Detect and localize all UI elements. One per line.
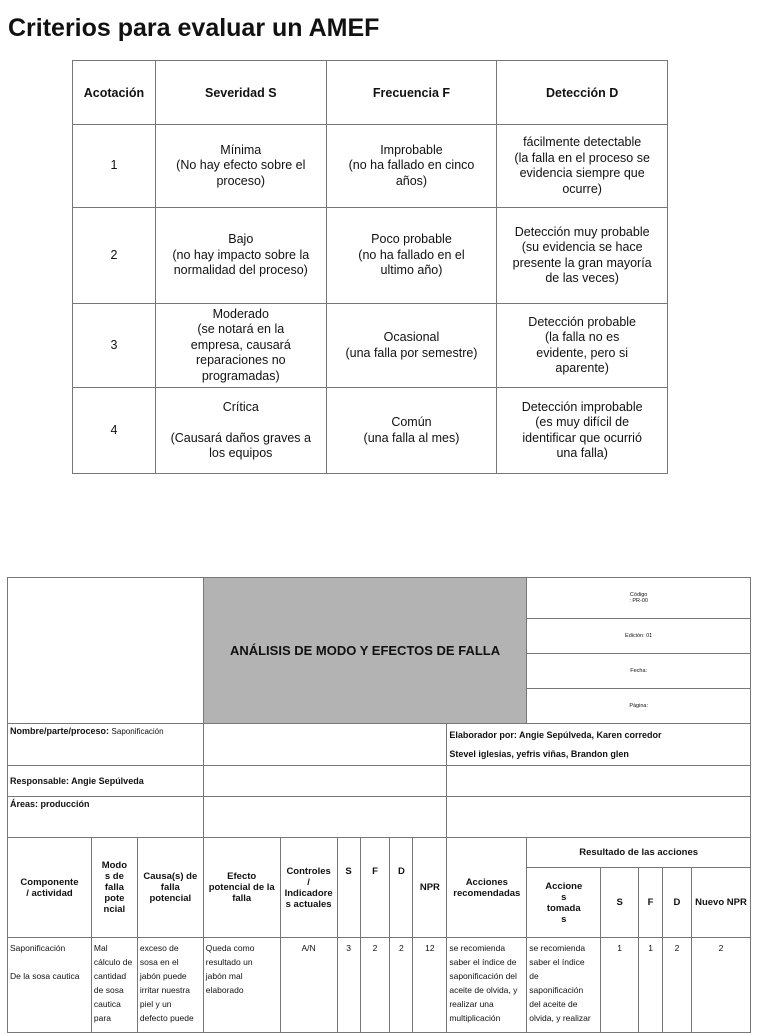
empty-cell xyxy=(203,797,447,838)
header-frecuencia: Frecuencia F xyxy=(326,61,497,125)
s2-value: 1 xyxy=(601,938,639,1033)
col-npr: NPR xyxy=(413,838,447,938)
controles-value: A/N xyxy=(280,938,337,1033)
criteria-row xyxy=(73,304,668,388)
criteria-table xyxy=(72,60,668,474)
d-value: 2 xyxy=(390,938,413,1033)
f2-value: 1 xyxy=(639,938,663,1033)
f-value: 2 xyxy=(360,938,390,1033)
acciones-value: se recomienda saber el índice de saponificación del aceite de olvida, y realizar una multiplicación xyxy=(447,938,527,1033)
col-f2: F xyxy=(639,868,663,938)
severity-cell: Mínima (No hay efecto sobre el proceso) xyxy=(155,125,326,208)
row-number: 1 xyxy=(73,125,156,208)
row-number: 3 xyxy=(73,304,156,388)
col-s: S xyxy=(337,838,360,938)
logo-area xyxy=(8,578,204,724)
process-label: Nombre/parte/proceso: xyxy=(10,726,110,736)
empty-cell xyxy=(203,766,447,797)
nuevo-npr-value: 2 xyxy=(691,938,750,1033)
col-nuevo-npr: Nuevo NPR xyxy=(691,868,750,938)
row-number: 2 xyxy=(73,208,156,304)
frequency-cell: Ocasional (una falla por semestre) xyxy=(326,304,497,388)
tomadas-value: se recomienda saber el índice de saponificación del aceite de olvida, y realizar xyxy=(527,938,601,1033)
detection-cell: Detección muy probable (su evidencia se hace presente la gran mayoría de las veces) xyxy=(497,208,668,304)
modo-value: Mal cálculo de cantidad de sosa cautica para xyxy=(91,938,137,1033)
criteria-row xyxy=(73,125,668,208)
resultado-header: Resultado de las acciones xyxy=(527,838,751,868)
frequency-cell: Común (una falla al mes) xyxy=(326,388,497,474)
causa-value: exceso de sosa en el jabón puede irritar nuestra piel y un defecto puede xyxy=(137,938,203,1033)
detection-cell: Detección probable (la falla no es evidente, pero si aparente) xyxy=(497,304,668,388)
empty-cell xyxy=(203,724,447,766)
d2-value: 2 xyxy=(663,938,692,1033)
meta-pagina: Página: xyxy=(527,689,751,724)
severity-cell: Moderado (se notará en la empresa, causará reparaciones no programadas) xyxy=(155,304,326,388)
meta-codigo: Código : PR-00 xyxy=(527,578,751,619)
frequency-cell: Improbable (no ha fallado en cinco años) xyxy=(326,125,497,208)
header-deteccion: Detección D xyxy=(497,61,668,125)
elaborador-line-2: Stevel iglesias, yefris viñas, Brandon glen xyxy=(449,748,629,759)
row-number: 4 xyxy=(73,388,156,474)
meta-edicion: Edición: 01 xyxy=(527,619,751,654)
process-value: Saponificación xyxy=(111,727,164,736)
responsable-cell: Responsable: Angie Sepúlveda xyxy=(8,766,204,797)
col-d: D xyxy=(390,838,413,938)
header-severidad: Severidad S xyxy=(155,61,326,125)
col-d2: D xyxy=(663,868,692,938)
table-row xyxy=(8,938,751,1033)
frequency-cell: Poco probable (no ha fallado en el ultimo año) xyxy=(326,208,497,304)
header-acotacion: Acotación xyxy=(73,61,156,125)
page-title: Criterios para evaluar un AMEF xyxy=(8,14,380,42)
severity-cell: Bajo (no hay impacto sobre la normalidad del proceso) xyxy=(155,208,326,304)
empty-cell xyxy=(447,797,751,838)
criteria-row xyxy=(73,208,668,304)
col-controles: Controles / Indicadore s actuales xyxy=(280,838,337,938)
col-efecto: Efecto potencial de la falla xyxy=(203,838,280,938)
col-s2: S xyxy=(601,868,639,938)
efecto-value: Queda como resultado un jabón mal elaborado xyxy=(203,938,280,1033)
process-cell xyxy=(8,724,204,766)
col-f: F xyxy=(360,838,390,938)
areas-cell: Áreas: producción xyxy=(8,797,204,838)
col-tomadas: Accione s tomada s xyxy=(527,868,601,938)
col-modo: Modo s de falla pote ncial xyxy=(91,838,137,938)
criteria-header-row xyxy=(73,61,668,125)
detection-cell: fácilmente detectable (la falla en el proceso se evidencia siempre que ocurre) xyxy=(497,125,668,208)
meta-fecha: Fecha: xyxy=(527,654,751,689)
componente-value: Saponificación De la sosa cautica xyxy=(8,938,92,1033)
sheet-title: ANÁLISIS DE MODO Y EFECTOS DE FALLA xyxy=(203,578,527,724)
s-value: 3 xyxy=(337,938,360,1033)
col-causa: Causa(s) de falla potencial xyxy=(137,838,203,938)
col-componente: Componente / actividad xyxy=(8,838,92,938)
npr-value: 12 xyxy=(413,938,447,1033)
col-acciones: Acciones recomendadas xyxy=(447,838,527,938)
elaborador-cell xyxy=(447,724,751,766)
severity-cell: Crítica (Causará daños graves a los equipos xyxy=(155,388,326,474)
elaborador-line-1: Elaborador por: Angie Sepúlveda, Karen corredor xyxy=(449,729,662,740)
empty-cell xyxy=(447,766,751,797)
detection-cell: Detección improbable (es muy difícil de identificar que ocurrió una falla) xyxy=(497,388,668,474)
amef-sheet xyxy=(7,577,751,1033)
criteria-row xyxy=(73,388,668,474)
